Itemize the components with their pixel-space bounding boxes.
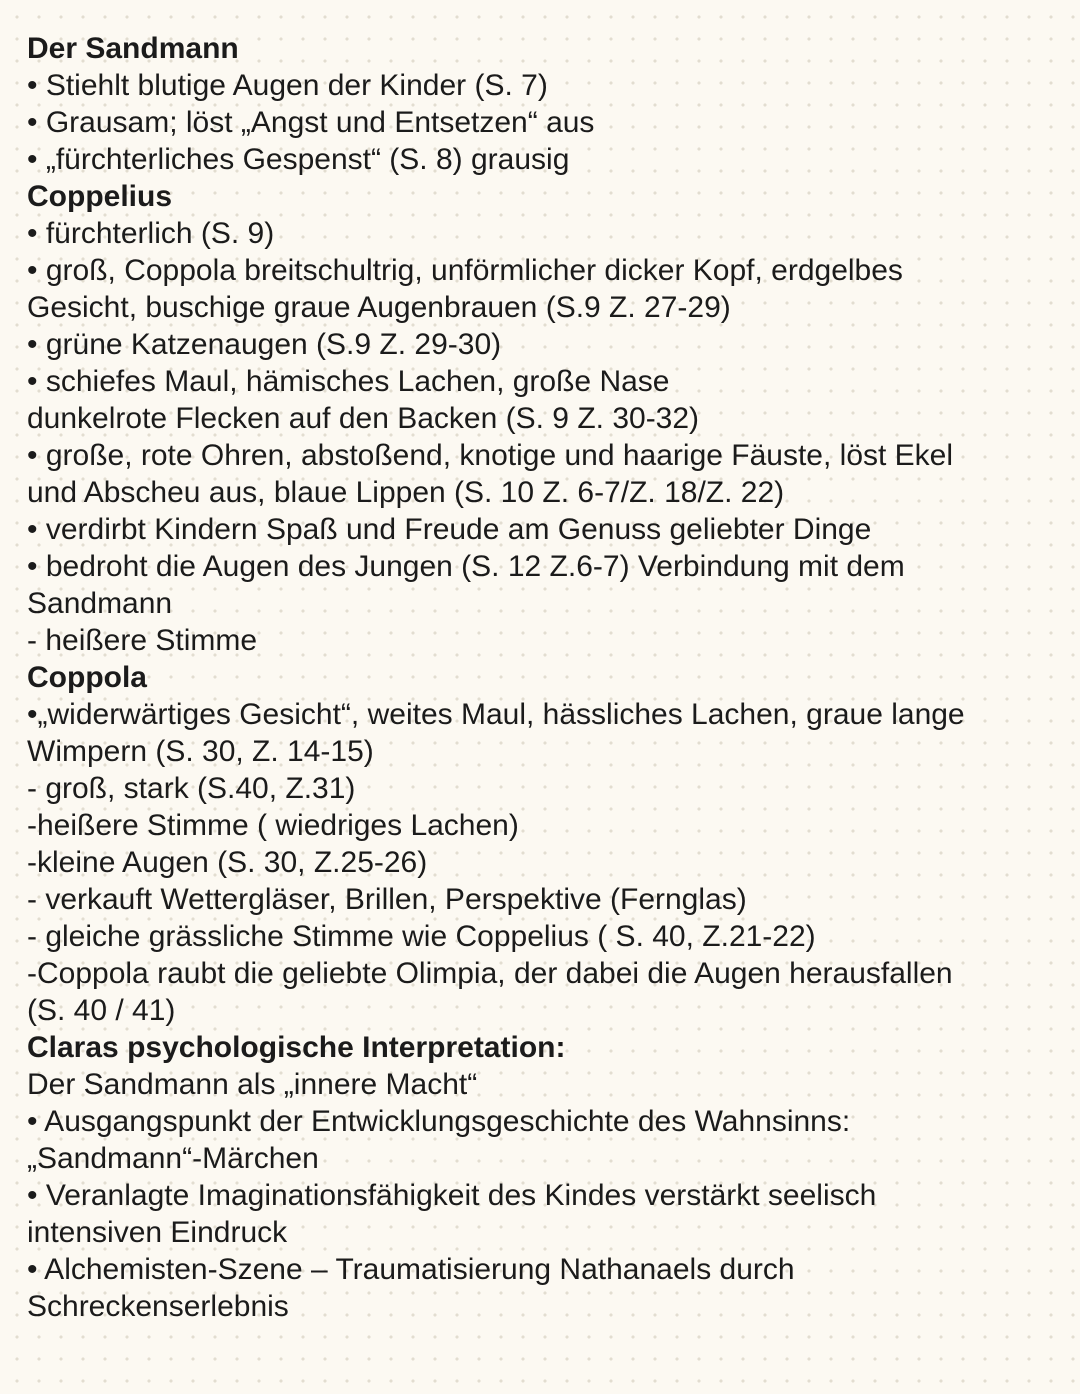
note-line: - verkauft Wettergläser, Brillen, Perspektive (Fernglas) — [27, 883, 747, 916]
note-line: dunkelrote Flecken auf den Backen (S. 9 Z. 30-32) — [27, 402, 700, 435]
note-line: „Sandmann“-Märchen — [27, 1142, 319, 1175]
note-line: • bedroht die Augen des Jungen (S. 12 Z.6-7) Verbindung mit dem — [27, 550, 905, 583]
note-page — [27, 30, 1057, 1325]
note-line: - groß, stark (S.40, Z.31) — [27, 772, 356, 805]
note-line: Schreckenserlebnis — [27, 1290, 289, 1323]
note-line: - heißere Stimme — [27, 624, 258, 657]
section-coppelius — [27, 178, 1057, 659]
section-heading: Coppola — [27, 661, 147, 694]
note-line: -kleine Augen (S. 30, Z.25-26) — [27, 846, 428, 879]
note-line: • Ausgangspunkt der Entwicklungsgeschichte des Wahnsinns: — [27, 1105, 851, 1138]
note-line: - gleiche grässliche Stimme wie Coppelius ( S. 40, Z.21-22) — [27, 920, 816, 953]
section-der-sandmann — [27, 30, 1057, 178]
note-line: • „fürchterliches Gespenst“ (S. 8) grausig — [27, 143, 570, 176]
section-heading: Claras psychologische Interpretation: — [27, 1031, 566, 1064]
section-claras-interpretation — [27, 1029, 1057, 1325]
note-line: Der Sandmann als „innere Macht“ — [27, 1068, 478, 1101]
section-heading: Coppelius — [27, 180, 173, 213]
note-line: Wimpern (S. 30, Z. 14-15) — [27, 735, 374, 768]
note-line: (S. 40 / 41) — [27, 994, 176, 1027]
note-line: intensiven Eindruck — [27, 1216, 288, 1249]
note-line: und Abscheu aus, blaue Lippen (S. 10 Z. 6-7/Z. 18/Z. 22) — [27, 476, 785, 509]
note-line: • Veranlagte Imaginationsfähigkeit des Kindes verstärkt seelisch — [27, 1179, 877, 1212]
note-line: -Coppola raubt die geliebte Olimpia, der dabei die Augen herausfallen — [27, 957, 953, 990]
note-line: Sandmann — [27, 587, 173, 620]
note-line: • große, rote Ohren, abstoßend, knotige und haarige Fäuste, löst Ekel — [27, 439, 954, 472]
note-line: • Grausam; löst „Angst und Entsetzen“ aus — [27, 106, 595, 139]
note-line: • schiefes Maul, hämisches Lachen, große Nase — [27, 365, 670, 398]
note-line: • fürchterlich (S. 9) — [27, 217, 275, 250]
note-line: -heißere Stimme ( wiedriges Lachen) — [27, 809, 519, 842]
note-line: •„widerwärtiges Gesicht“, weites Maul, hässliches Lachen, graue lange — [27, 698, 965, 731]
note-line: Gesicht, buschige graue Augenbrauen (S.9 Z. 27-29) — [27, 291, 731, 324]
note-line: • grüne Katzenaugen (S.9 Z. 29-30) — [27, 328, 502, 361]
note-line: • verdirbt Kindern Spaß und Freude am Genuss geliebter Dinge — [27, 513, 872, 546]
note-line: • Alchemisten-Szene – Traumatisierung Nathanaels durch — [27, 1253, 795, 1286]
section-coppola — [27, 659, 1057, 1029]
note-line: • Stiehlt blutige Augen der Kinder (S. 7) — [27, 69, 548, 102]
section-heading: Der Sandmann — [27, 32, 239, 65]
note-line: • groß, Coppola breitschultrig, unförmlicher dicker Kopf, erdgelbes — [27, 254, 903, 287]
